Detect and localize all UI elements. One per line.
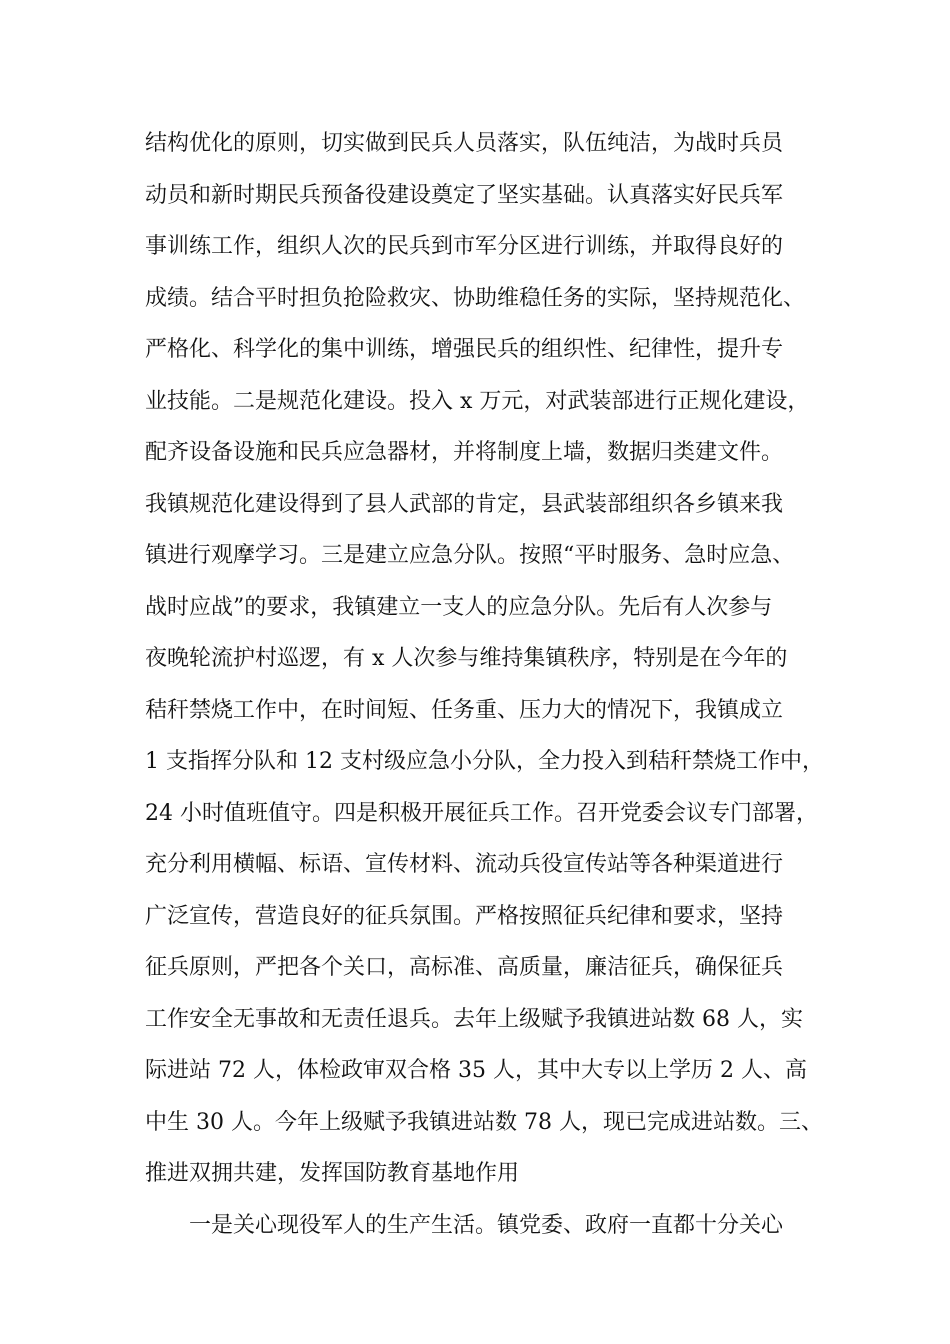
paragraph-first-line: 一是关心现役军人的生产生活。镇党委、政府一直都十分关心	[189, 1212, 784, 1238]
text-line: 秸秆禁烧工作中，在时间短、任务重、压力大的情况下，我镇成立	[145, 697, 784, 723]
text-line: 结构优化的原则，切实做到民兵人员落实，队伍纯洁，为战时兵员	[145, 131, 784, 156]
text-line: 夜晚轮流护村巡逻，有 x 人次参与维持集镇秩序，特别是在今年的	[145, 646, 788, 671]
text-line: 业技能。二是规范化建设。投入 x 万元，对武装部进行正规化建设，	[145, 388, 810, 414]
text-line: 工作安全无事故和无责任退兵。去年上级赋予我镇进站数 68 人，实	[145, 1006, 803, 1032]
body-text	[145, 118, 835, 1251]
text-line: 我镇规范化建设得到了县人武部的肯定，县武装部组织各乡镇来我	[145, 491, 784, 517]
text-line: 1 支指挥分队和 12 支村级应急小分队，全力投入到秸秆禁烧工作中，	[145, 749, 824, 774]
text-line: 严格化、科学化的集中训练，增强民兵的组织性、纪律性，提升专	[145, 337, 784, 362]
text-line: 镇进行观摩学习。三是建立应急分队。按照“平时服务、急时应急、	[145, 543, 795, 568]
text-line: 推进双拥共建，发挥国防教育基地作用	[145, 1161, 520, 1186]
text-line: 成绩。结合平时担负抢险救灾、协助维稳任务的实际，坚持规范化、	[145, 285, 806, 311]
text-line: 广泛宣传，营造良好的征兵氛围。严格按照征兵纪律和要求，坚持	[145, 903, 784, 929]
text-line: 配齐设备设施和民兵应急器材，并将制度上墙，数据归类建文件。	[145, 440, 784, 465]
text-line: 战时应战”的要求，我镇建立一支人的应急分队。先后有人次参与	[145, 594, 773, 620]
text-line: 事训练工作，组织人次的民兵到市军分区进行训练，并取得良好的	[145, 234, 784, 259]
text-line: 际进站 72 人，体检政审双合格 35 人，其中大专以上学历 2 人、高	[145, 1058, 807, 1083]
text-line: 中生 30 人。今年上级赋予我镇进站数 78 人，现已完成进站数。三、	[145, 1109, 823, 1135]
text-line: 动员和新时期民兵预备役建设奠定了坚实基础。认真落实好民兵军	[145, 182, 784, 208]
text-line: 充分利用横幅、标语、宣传材料、流动兵役宣传站等各种渠道进行	[145, 852, 784, 877]
text-line: 24 小时值班值守。四是积极开展征兵工作。召开党委会议专门部署，	[145, 800, 818, 826]
text-line: 征兵原则，严把各个关口，高标准、高质量，廉洁征兵，确保征兵	[145, 955, 784, 980]
